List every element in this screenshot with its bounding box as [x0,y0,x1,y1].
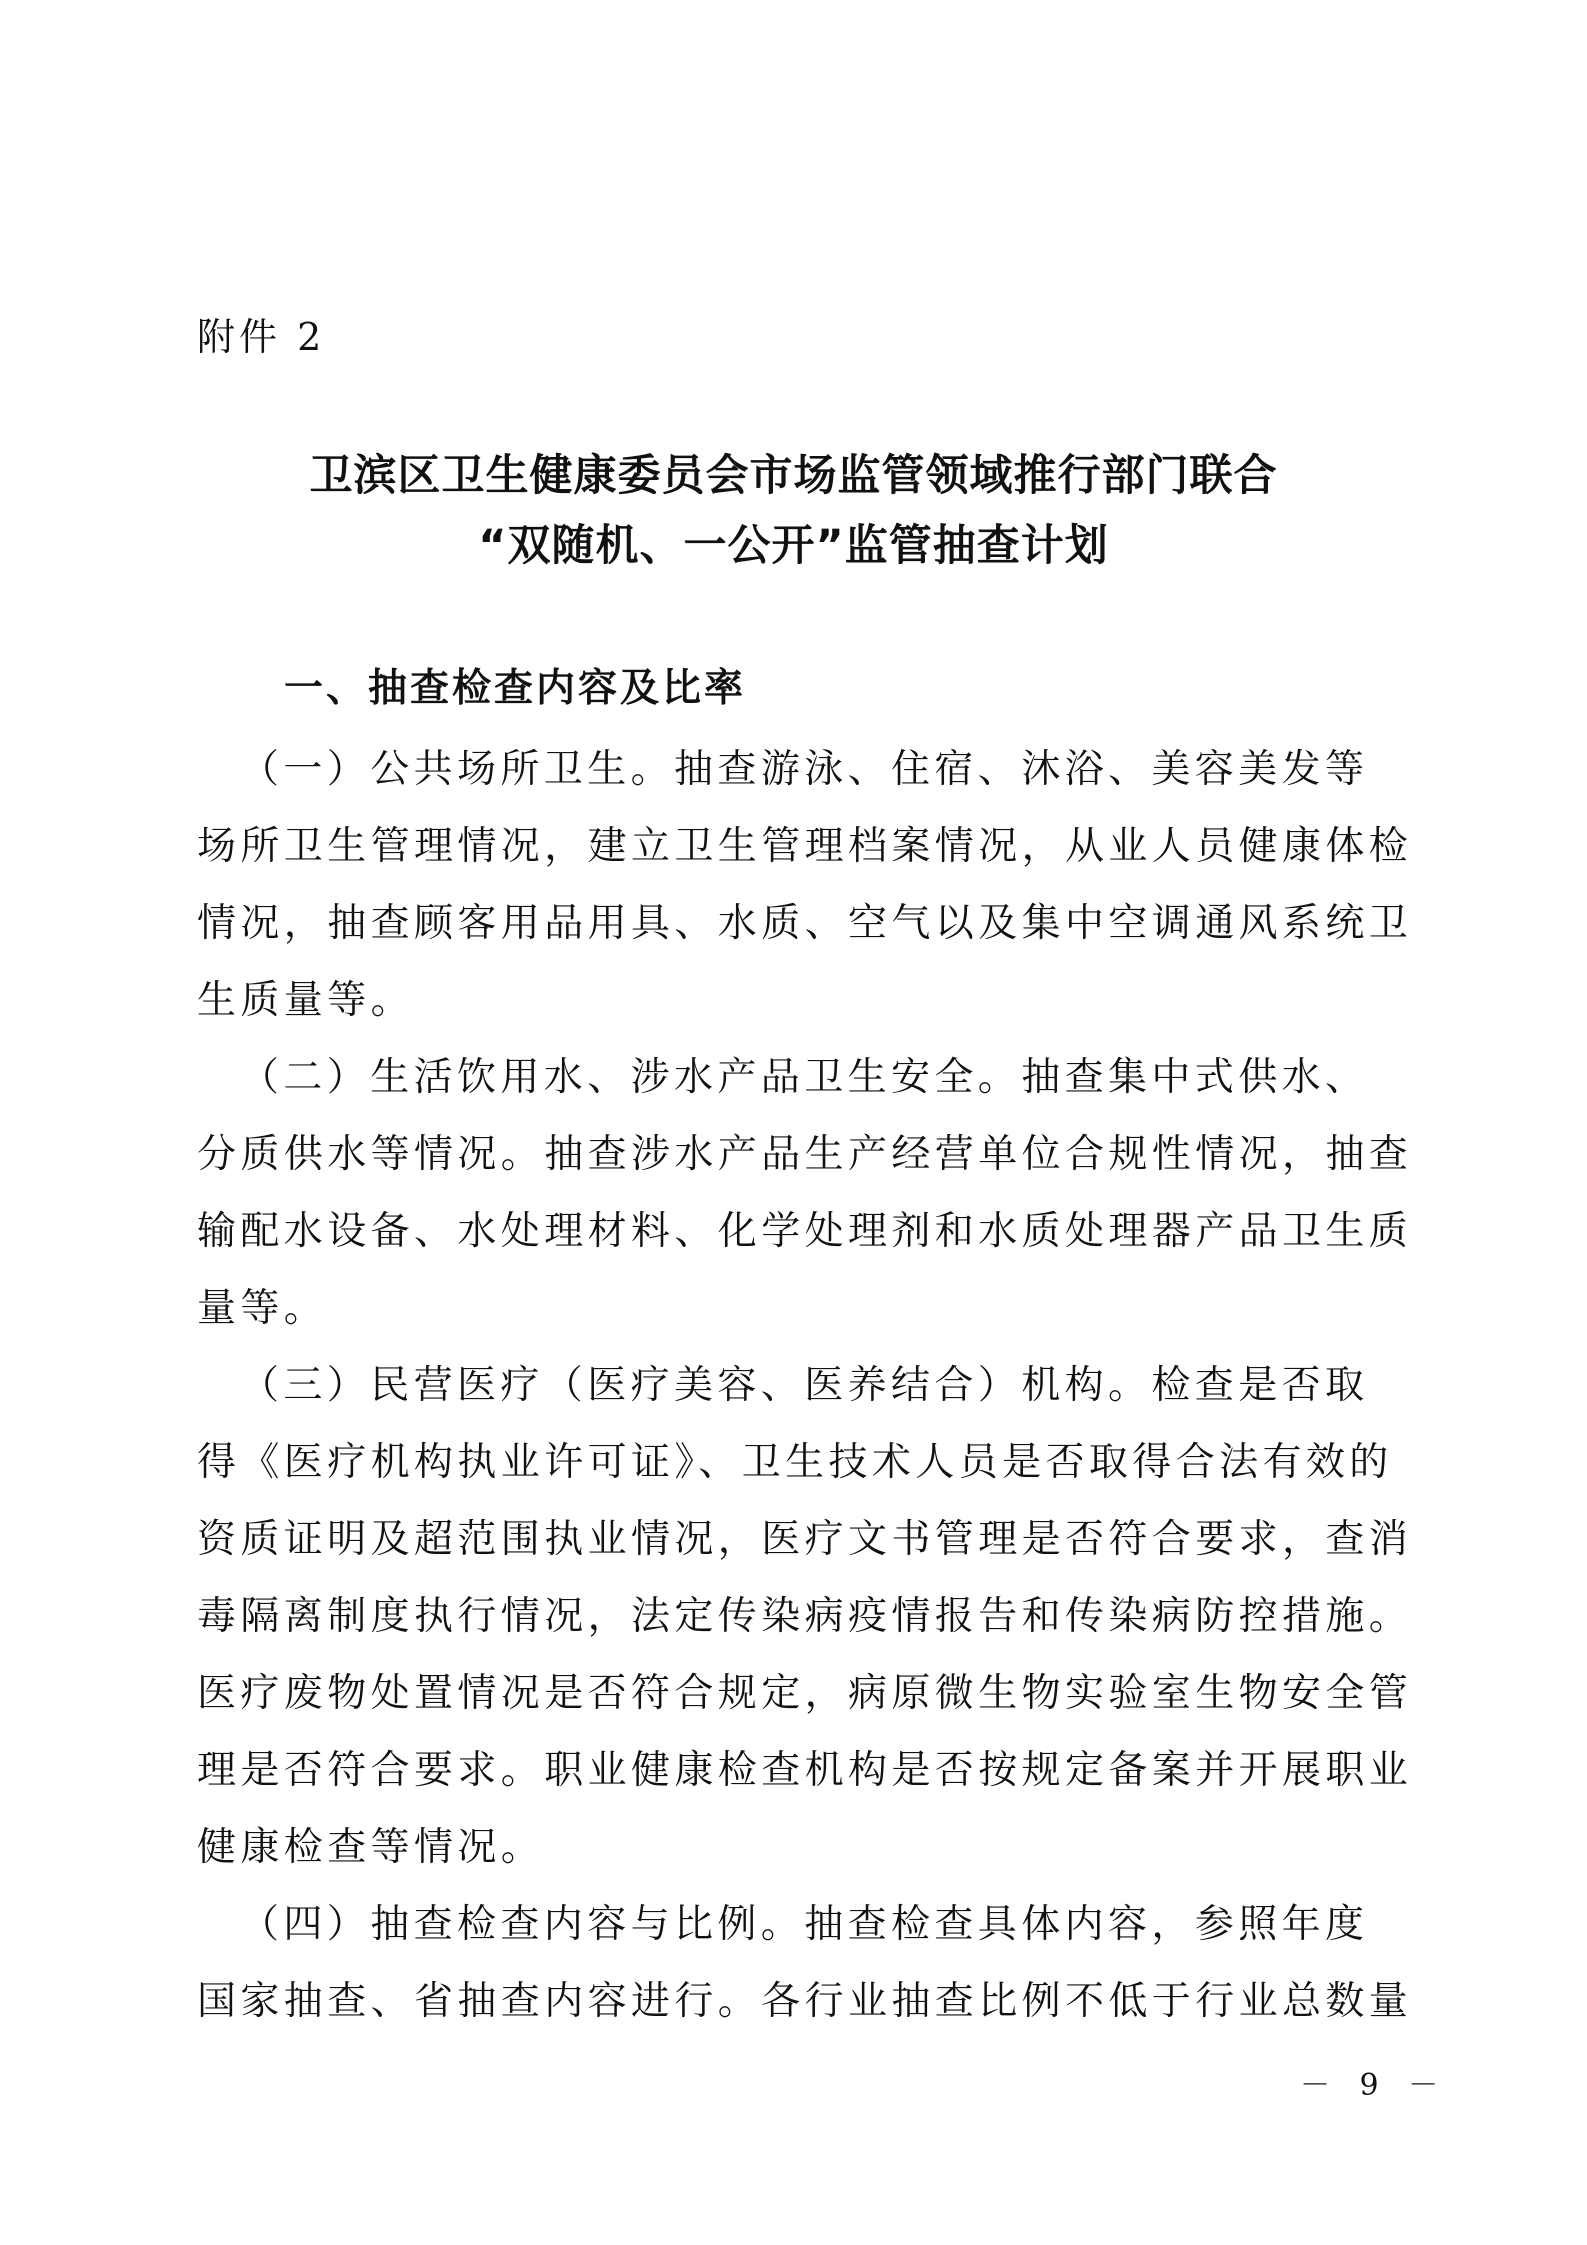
paragraph-line: 生质量等。 [197,978,415,1023]
paragraph-line: 健康检查等情况。 [197,1825,545,1870]
paragraph-inspection-ratio [197,1886,1413,2040]
paragraph-line: （二）生活饮用水、涉水产品卫生安全。抽查集中式供水、 [240,1055,1369,1100]
paragraph-line: （四）抽查检查内容与比例。抽查检查具体内容，参照年度 [240,1902,1369,1947]
attachment-label: 附件 2 [197,315,326,359]
paragraph-line: （三）民营医疗（医疗美容、医养结合）机构。检查是否取 [240,1363,1369,1408]
paragraph-line: 情况，抽查顾客用品用具、水质、空气以及集中空调通风系统卫 [197,901,1413,946]
paragraph-line: 场所卫生管理情况，建立卫生管理档案情况，从业人员健康体检 [197,824,1413,869]
paragraph-public-places [197,731,1413,1039]
page-number: － 9 － [1300,2068,1449,2103]
paragraph-line: 输配水设备、水处理材料、化学处理剂和水质处理器产品卫生质 [197,1209,1413,1254]
paragraph-line: 资质证明及超范围执业情况，医疗文书管理是否符合要求，查消 [197,1517,1413,1562]
paragraph-line: 量等。 [197,1286,328,1331]
paragraph-line: 国家抽查、省抽查内容进行。各行业抽查比例不低于行业总数量 [197,1979,1413,2024]
paragraph-line: 医疗废物处置情况是否符合规定，病原微生物实验室生物安全管 [197,1671,1413,1716]
paragraph-line: 分质供水等情况。抽查涉水产品生产经营单位合规性情况，抽查 [197,1132,1413,1177]
paragraph-line: 理是否符合要求。职业健康检查机构是否按规定备案并开展职业 [197,1748,1413,1793]
paragraph-line: （一）公共场所卫生。抽查游泳、住宿、沐浴、美容美发等 [240,747,1369,792]
document-title-line-1: 卫滨区卫生健康委员会市场监管领域推行部门联合 [309,451,1278,501]
paragraph-drinking-water [197,1039,1413,1347]
document-title-line-2: “双随机、一公开”监管抽查计划 [478,521,1109,571]
paragraph-line: 得《医疗机构执业许可证》、卫生技术人员是否取得合法有效的 [197,1440,1393,1485]
paragraph-private-medical [197,1347,1413,1886]
section-heading: 一、抽查检查内容及比率 [284,666,747,711]
paragraph-line: 毒隔离制度执行情况，法定传染病疫情报告和传染病防控措施。 [197,1594,1413,1639]
